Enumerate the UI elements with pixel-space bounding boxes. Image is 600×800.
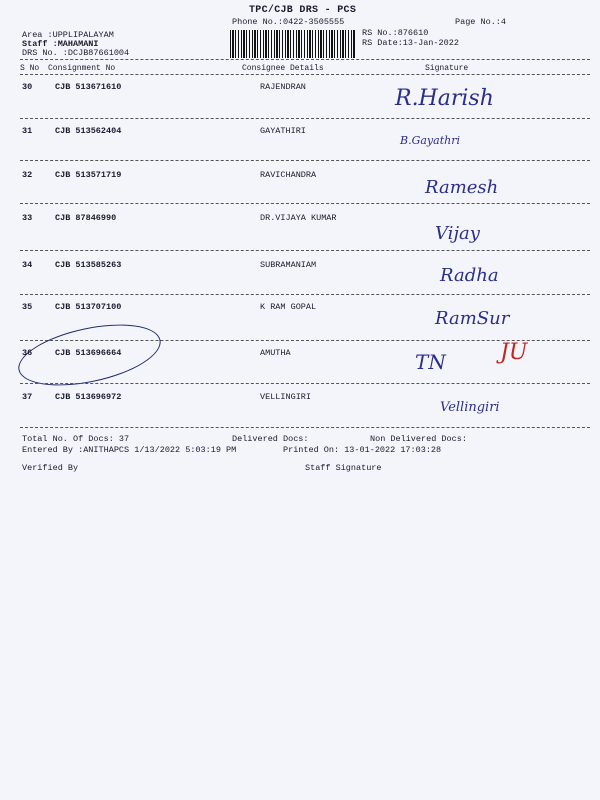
non-delivered-docs: Non Delivered Docs:: [370, 434, 467, 444]
row-consignee: SUBRAMANIAM: [260, 260, 317, 270]
row-consignee: AMUTHA: [260, 348, 291, 358]
row-consignment: CJB 513707100: [55, 302, 122, 312]
entered-by: Entered By :ANITHAPCS 1/13/2022 5:03:19 PM: [22, 445, 237, 455]
rs-number: RS No.:876610: [362, 28, 429, 38]
row-signature-extra: JU: [500, 340, 528, 365]
total-docs: Total No. Of Docs: 37: [22, 434, 130, 444]
row-consignee: K RAM GOPAL: [260, 302, 317, 312]
page-number: Page No.:4: [455, 17, 507, 27]
row-signature: Vellingiri: [440, 400, 500, 415]
divider: [20, 118, 590, 119]
row-signature: Vijay: [435, 223, 480, 244]
row-consignment: CJB 513571719: [55, 170, 122, 180]
barcode: [230, 30, 356, 58]
row-consignment: CJB 513585263: [55, 260, 122, 270]
row-consignment: CJB 513696664: [55, 348, 122, 358]
col-consignee: Consignee Details: [242, 64, 324, 73]
divider: [20, 294, 590, 295]
row-consignment: CJB 513562404: [55, 126, 122, 136]
document-title: TPC/CJB DRS - PCS: [249, 5, 357, 16]
row-signature: Radha: [440, 265, 499, 286]
row-sno: 30: [22, 82, 33, 92]
area-label: Area :UPPLIPALAYAM: [22, 30, 114, 40]
col-signature: Signature: [425, 64, 469, 73]
printed-on: Printed On: 13-01-2022 17:03:28: [283, 445, 442, 455]
row-sno: 32: [22, 170, 33, 180]
divider: [20, 383, 590, 384]
staff-signature: Staff Signature: [305, 463, 382, 473]
row-signature: RamSur: [435, 308, 510, 329]
row-consignee: VELLINGIRI: [260, 392, 312, 402]
divider: [20, 74, 590, 75]
row-consignee: DR.VIJAYA KUMAR: [260, 213, 337, 223]
row-signature: R.Harish: [395, 86, 494, 111]
col-consignment: Consignment No: [48, 64, 116, 73]
divider: [20, 250, 590, 251]
row-signature: TN: [415, 350, 446, 374]
row-sno: 35: [22, 302, 33, 312]
row-consignee: RAVICHANDRA: [260, 170, 317, 180]
row-consignment: CJB 513671610: [55, 82, 122, 92]
row-sno: 31: [22, 126, 33, 136]
row-consignment: CJB 87846990: [55, 213, 117, 223]
drs-number: DRS No. :DCJB87661004: [22, 48, 130, 58]
divider: [20, 203, 590, 204]
col-sno: S No: [20, 64, 40, 73]
row-consignment: CJB 513696972: [55, 392, 122, 402]
divider: [20, 160, 590, 161]
row-signature: B.Gayathri: [400, 134, 460, 147]
rs-date: RS Date:13-Jan-2022: [362, 38, 459, 48]
phone-number: Phone No.:0422-3505555: [232, 17, 345, 27]
row-sno: 36: [22, 348, 33, 358]
row-signature: Ramesh: [425, 177, 499, 198]
row-sno: 34: [22, 260, 33, 270]
verified-by: Verified By: [22, 463, 79, 473]
row-sno: 33: [22, 213, 33, 223]
divider: [20, 427, 590, 428]
row-consignee: RAJENDRAN: [260, 82, 306, 92]
row-consignee: GAYATHIRI: [260, 126, 306, 136]
row-sno: 37: [22, 392, 33, 402]
staff-label: Staff :MAHAMANI: [22, 39, 99, 49]
delivered-docs: Delivered Docs:: [232, 434, 309, 444]
divider: [20, 59, 590, 60]
